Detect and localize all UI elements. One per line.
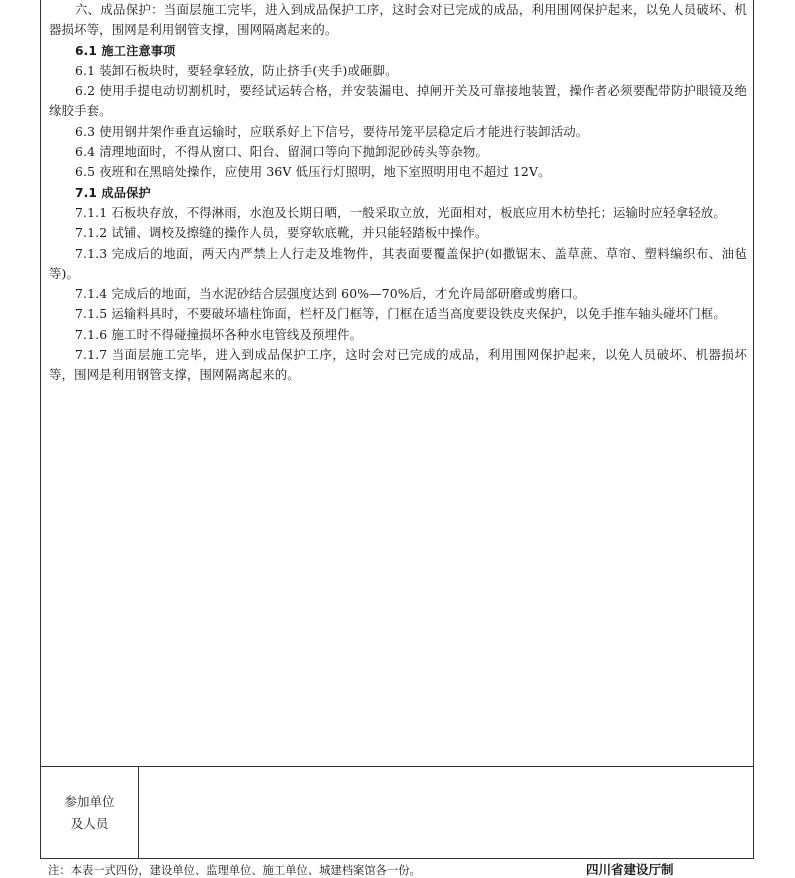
paragraph-7-1-4: 7.1.4 完成后的地面，当水泥砂结合层强度达到 60%—70%后，才允许局部研磨或剪磨口。 (75, 286, 586, 302)
participants-label (41, 767, 139, 858)
paragraph-6-4: 6.4 清理地面时，不得从窗口、阳台、留洞口等向下抛卸泥砂砖头等杂物。 (75, 144, 489, 160)
participants-field[interactable] (139, 767, 753, 858)
footnote: 注：本表一式四份，建设单位、监理单位、施工单位、城建档案馆各一份。 (48, 864, 421, 877)
paragraph-finished-product-protection: 六、成品保护：当面层施工完毕，进入到成品保护工序，这时会对已完成的成品，利用围网保护起来，以免人员破坏、机器损坏等，围网是利用钢管支撑，围网隔离起来的。 (49, 2, 747, 38)
section-heading-6-1: 6.1 施工注意事项 (75, 43, 176, 58)
form-table (40, 0, 754, 859)
issuer-label: 四川省建设厅制 (586, 862, 674, 877)
paragraph-7-1-1: 7.1.1 石板块存放，不得淋雨，水泡及长期日晒，一般采取立放，光面相对，板底应用木枋垫托；运输时应轻拿轻放。 (75, 204, 726, 220)
paragraph-7-1-2: 7.1.2 试铺、调校及擦缝的操作人员，要穿软底靴，并只能轻踏板中操作。 (75, 225, 488, 241)
content-cell (41, 0, 753, 767)
participants-label-line1: 参加单位 (64, 793, 115, 809)
paragraph-7-1-5: 7.1.5 运输料具时，不要破坏墙柱饰面，栏杆及门框等，门框在适当高度要设铁皮夹保护，以免手推车轴头碰坏门框。 (75, 306, 726, 322)
paragraph-7-1-7: 7.1.7 当面层施工完毕，进入到成品保护工序，这时会对已完成的成品，利用围网保护起来，以免人员破坏、机器损坏等，围网是利用钢管支撑，围网隔离起来的。 (49, 347, 747, 383)
paragraph-6-5: 6.5 夜班和在黑暗处操作，应使用 36V 低压行灯照明，地下室照明用电不超过 12V。 (75, 164, 551, 180)
paragraph-6-1: 6.1 装卸石板块时，要轻拿轻放，防止挤手(夹手)或砸脚。 (75, 62, 398, 78)
paragraph-6-2: 6.2 使用手提电动切割机时，要经试运转合格，并安装漏电、掉闸开关及可靠接地装置，操作者必须要配带防护眼镜及绝缘胶手套。 (49, 83, 747, 119)
participants-label-line2: 及人员 (70, 815, 109, 831)
paragraph-7-1-6: 7.1.6 施工时不得碰撞损坏各种水电管线及预埋件。 (75, 326, 363, 342)
paragraph-7-1-3: 7.1.3 完成后的地面，两天内严禁上人行走及堆物件，其表面要覆盖保护(如撒锯末、盖草蔗、草帘、塑料编织布、油毡等)。 (49, 245, 747, 281)
paragraph-6-3: 6.3 使用钢井架作垂直运输时，应联系好上下信号，要待吊笼平层稳定后才能进行装卸活动。 (75, 123, 589, 139)
participants-row (41, 767, 753, 858)
section-heading-7-1: 7.1 成品保护 (75, 185, 151, 200)
